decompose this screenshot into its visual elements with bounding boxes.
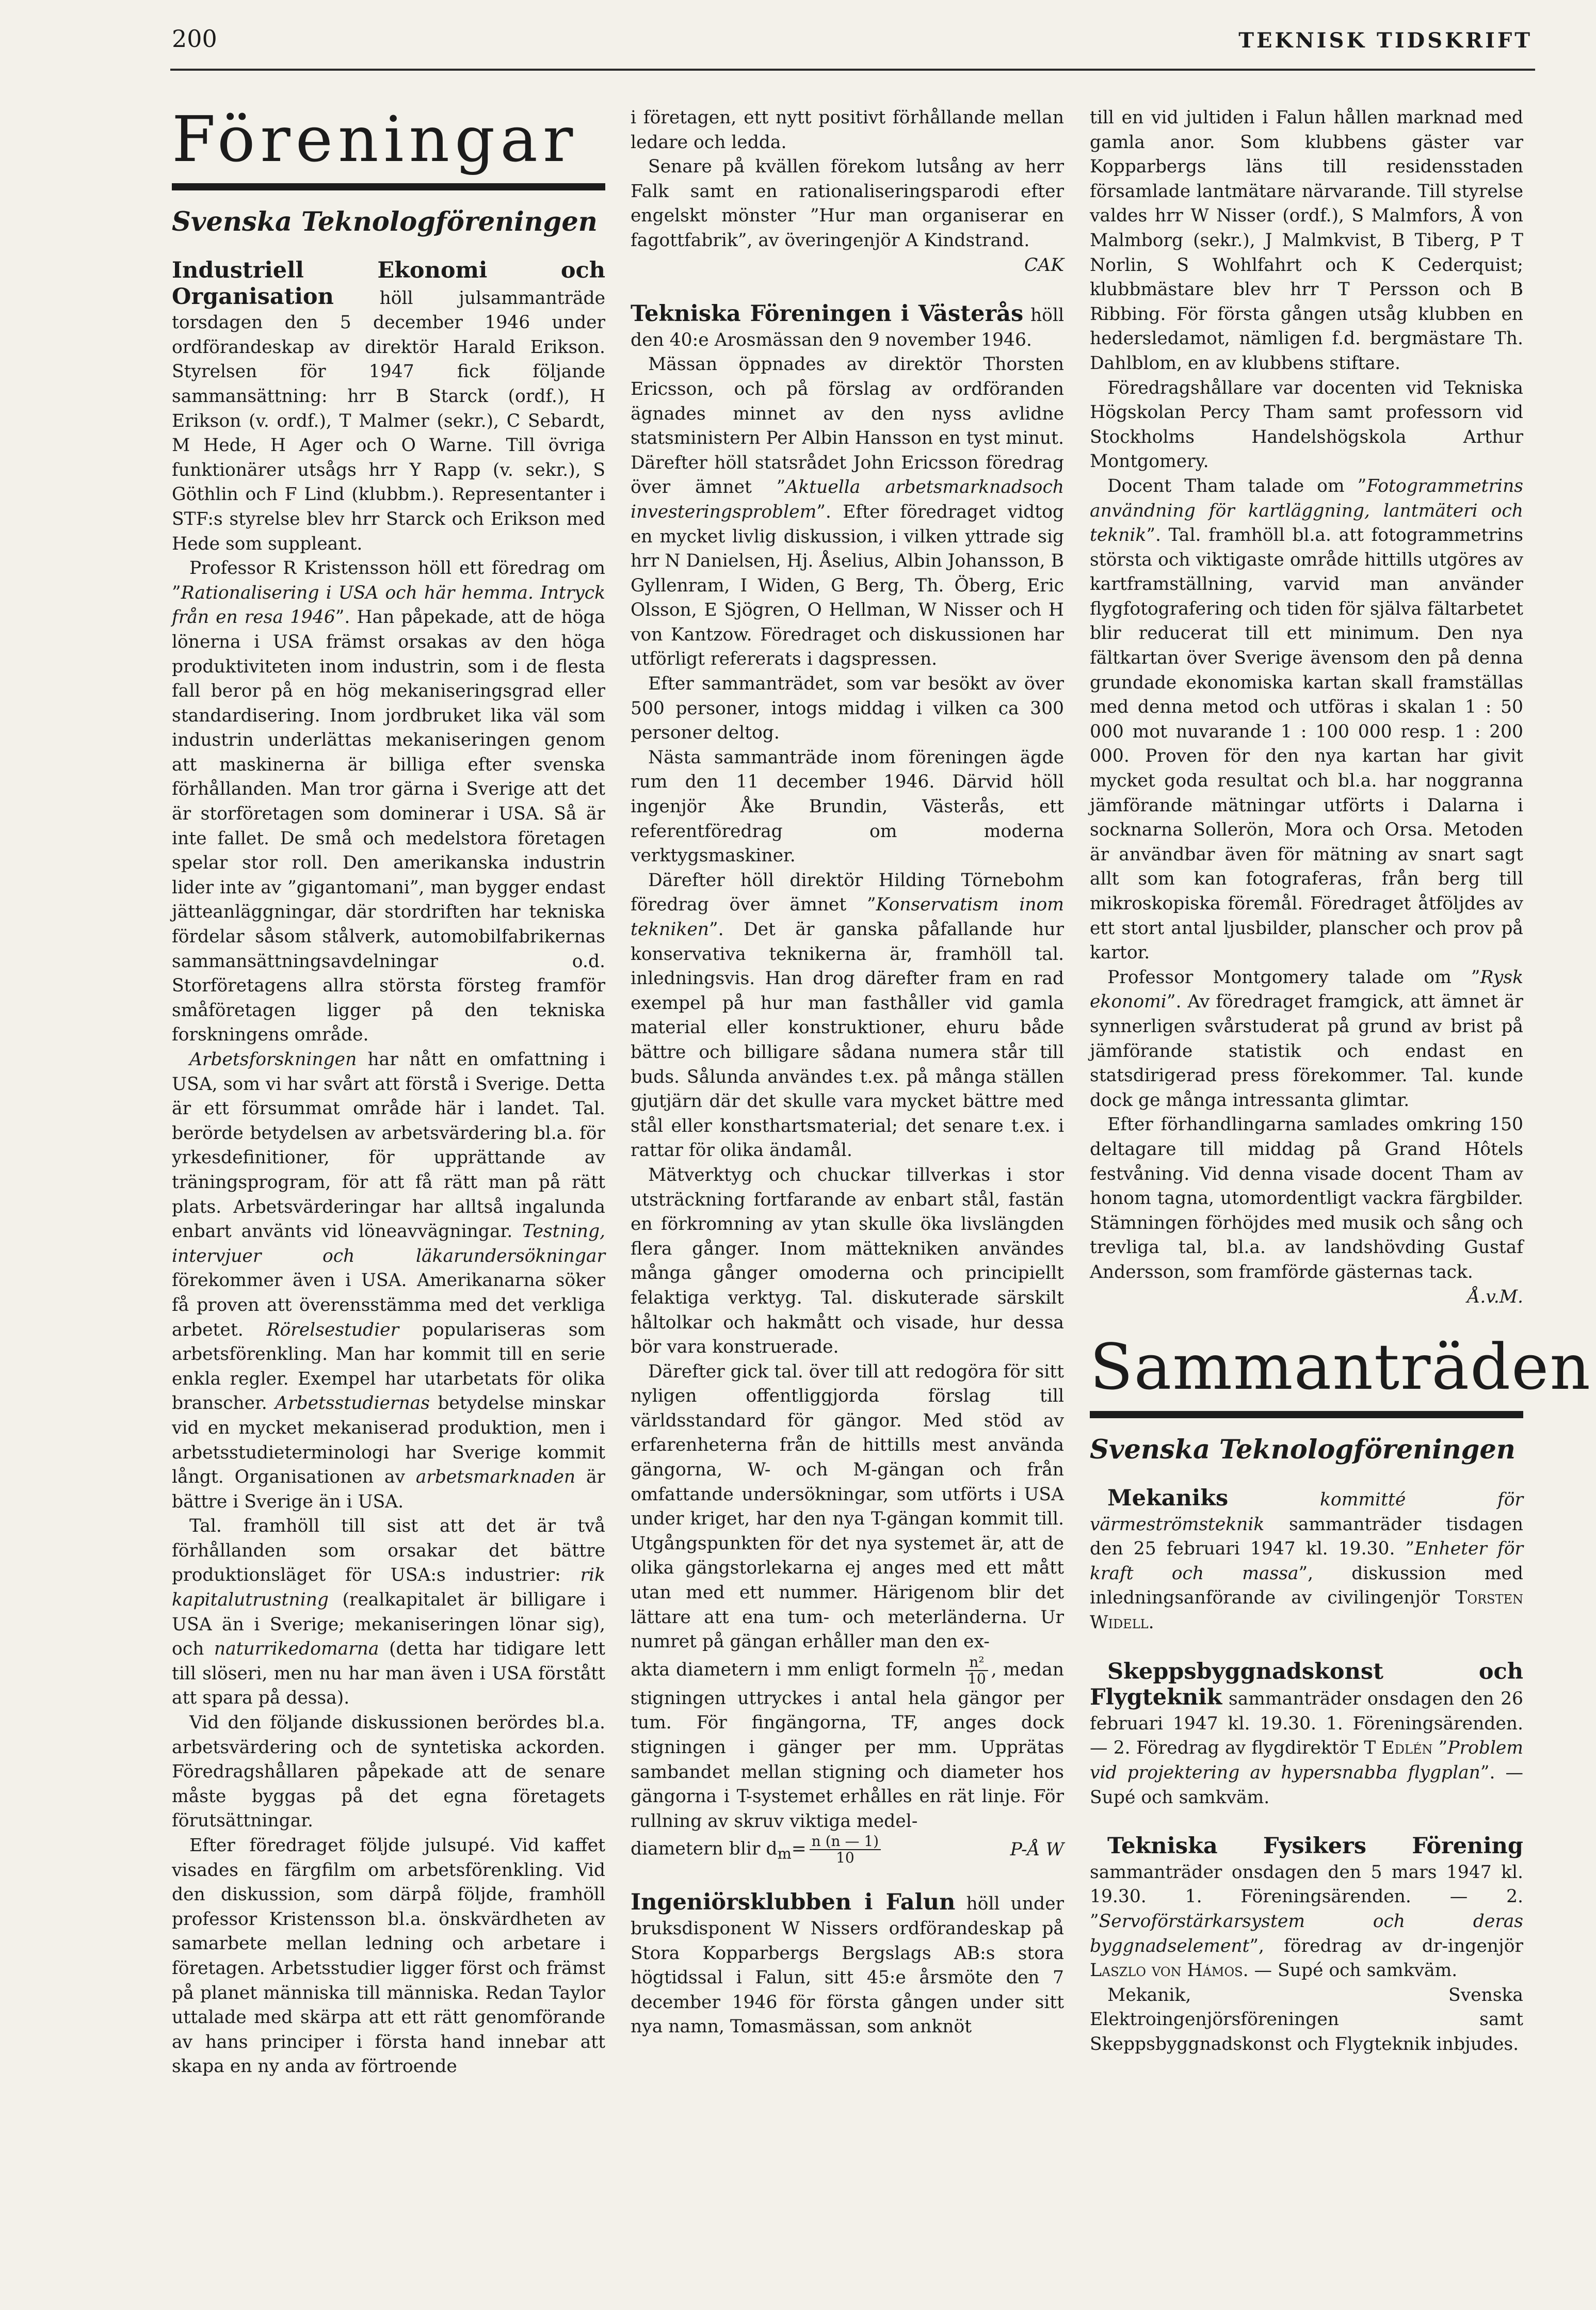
notice-skepps: Skeppsbyggnadskonst och Flygteknik sammanträder onsdagen den 26 februari 1947 kl. 19.30. 1. Föreningsärenden. — 2. Föredrag av flygdirektör T Edlén ”Problem vid projektering av hypersnabba flygplan”. — Supé och samkväm. [1090, 1658, 1523, 1808]
notice-mekaniks: Mekaniks kommitté för värmeströmsteknik sammanträder tisdagen den 25 februari 1947 kl. 19.30. ”Enheter för kraft och massa”, diskussion med inledningsanförande av civilingenjör Torsten Widell. [1090, 1485, 1524, 1633]
column-2 [631, 106, 1064, 2040]
paragraph: Mässan öppnades av direktör Thorsten Ericsson, och på förslag av ordföranden ägnades minnet av den nyss avlidne statsministern Per Albin Hansson en tyst minut. Därefter höll statsrådet John Ericsson föredrag över ämnet ”Aktuella arbetsmarknadsoch investeringsproblem”. Efter föredraget vidtog en mycket livlig diskussion, i vilken yttrade sig hrr N Danielsen, Hj. Åselius, Albin Johansson, B Gyllenram, I Widen, G Berg, Th. Öberg, Eric Olsson, E Sjögren, O Hellman, W Nisser och H von Kantzow. Föredraget och diskussionen har utförligt refererats i dagspressen. [631, 354, 1064, 670]
column-1 [172, 103, 606, 2079]
article-lead: Tekniska Föreningen i Västerås [631, 301, 1024, 327]
paragraph: Mätverktyg och chuckar tillverkas i stor utsträckning fortfarande av enbart stål, fastän en förkromning av ytan skulle öka livslängden flera gånger. Inom mättekniken användes många gånger omoderna och principiellt felaktiga verktyg. Tal. diskuterade särskilt håltolkar och hakmått och visade, hur dessa bör vara konstruerade. [631, 1164, 1064, 1358]
formula-fraction: $\frac{\text{n²}}{10}$ [965, 1655, 988, 1687]
section-title-foreningar: Föreningar [172, 103, 578, 176]
header-rule [170, 69, 1535, 71]
article-lead: Ingeniörsklubben i Falun [631, 1889, 956, 1916]
formula-paragraph: akta diametern i mm enligt formeln $\frac{\text{n²}}{10}$ , medan stigningen uttryckes i antal hela gängor per tum. För fingängorna, TF, anges dock stigningen i gänger per mm. Upprätas sambandet mellan stigning och diameter hos gängorna i T-systemet erhålles en rät linje. För rullning av skruv viktiga medel- [631, 1653, 1065, 1832]
page-number: 200 [172, 25, 217, 53]
signature: CAK [1024, 254, 1064, 276]
article-industriell-intro: Industriell Ekonomi och Organisation höll julsammanträde torsdagen den 5 december 1946 under ordförandeskap av direktör Harald Erikson. Styrelsen för 1947 fick följande sammansättning: hrr B Starck (ordf.), H Erikson (v. ordf.), T Malmer (sekr.), C Sebardt, M Hede, H Ager och O Warne. Till övriga funktionärer utsågs hrr Y Rapp (v. sekr.), S Göthlin och F Lind (klubbm.). Representanter i STF:s styrelse blev hrr Starck och Erikson med Hede som suppleant. [172, 258, 605, 554]
paragraph: Mekanik, Svenska Elektroingenjörsföreningen samt Skeppsbyggnadskonst och Flygteknik inbjudes. [1090, 1984, 1523, 2055]
section-subtitle: Svenska Teknologföreningen [172, 206, 598, 237]
notice-fysikers: Tekniska Fysikers Förening sammanträder onsdagen den 5 mars 1947 kl. 19.30. 1. Föreningsärenden. — 2. ”Servoförstärkarsystem och deras byggnadselement”, föredrag av dr-ingenjör Laszlo von Hámos. — Supé och samkväm. [1090, 1833, 1523, 1981]
signature: P-Å W [1010, 1839, 1064, 1860]
formula-fraction: $\frac{n (n — 1)}{10}$ [810, 1834, 881, 1866]
article-falun-intro: Ingeniörsklubben i Falun höll under bruksdisponent W Nissers ordförandeskap på Stora Kopparbergs Bergslags AB:s stora högtidssal i Falun, sitt 45:e årsmöte den 7 december 1946 för första gången under sitt nya namn, Tomasmässan, som anknöt [631, 1889, 1065, 2038]
paragraph: Senare på kvällen förekom lutsång av herr Falk samt en rationaliseringsparodi efter engelskt mönster ”Hur man organiserar en fagottfabrik”, av överingenjör A Kindstrand. [631, 156, 1064, 251]
article-lead: Industriell Ekonomi och Organisation [172, 258, 605, 310]
paragraph: till en vid jultiden i Falun hållen marknad med gamla anor. Som klubbens gäster var Kopparbergs läns till residensstaden församlade lantmätare närvarande. Till styrelse valdes hrr W Nisser (ordf.), S Malmfors, Å von Malmborg (sekr.), J Malmkvist, B Tiberg, P T Norlin, S Wohlfahrt och K Cederquist; klubbmästare blev hrr T Persson och B Ribbing. För första gången utsåg klubben en hedersledamot, nämligen f.d. bergmästare Th. Dahlblom, en av klubbens stiftare. [1090, 107, 1523, 374]
paragraph: Professor Montgomery talade om ”Rysk ekonomi”. Av föredraget framgick, att ämnet är synnerligen svårstuderat på grund av brist på jämförande statistik och endast en statsdirigerad press förekommer. Tal. kunde dock ge många intressanta glimtar. [1090, 967, 1523, 1111]
formula-line: diametern blir $d_m=$ $\frac{n (n — 1)}{10}$ P-Å W [631, 1833, 1064, 1867]
paragraph: Arbetsforskningen har nått en omfattning i USA, som vi har svårt att förstå i Sverige. Detta är ett försummat område här i landet. Tal. berörde betydelsen av arbetsvärdering bl.a. för yrkesdefinitioner, för upprättande av träningsprogram, för att få rätt man på rätt plats. Arbetsvärderingar har alltså ingalunda enbart använts vid löneavvägningar. Testning, intervjuer och läkarundersökningar förekommer även i USA. Amerikanarna söker få proven att överensstämma med det verkliga arbetet. Rörelsestudier populariseras som arbetsförenkling. Man har kommit till en serie enkla regler. Exempel har utarbetats för olika branscher. Arbetsstudiernas betydelse minskar vid en mycket mekaniserad produktion, men i arbetsstudieterminologi har Sverige kommit långt. Organisationen av arbetsmarknaden är bättre i Sverige än i USA. [172, 1049, 605, 1512]
section-subtitle: Svenska Teknologföreningen [1090, 1434, 1516, 1466]
paragraph: Efter förhandlingarna samlades omkring 150 deltagare till middag på Grand Hôtels festvåning. Vid denna visade docent Tham av honom tagna, utomordentligt vackra färgbilder. Stämningen förhöjdes med musik och sång och trevliga tal, bl.a. av landshövding Gustaf Andersson, som framförde gästernas tack. [1090, 1114, 1523, 1282]
article-vasteras-intro: Tekniska Föreningen i Västerås höll den 40:e Arosmässan den 9 november 1946. [631, 301, 1064, 350]
paragraph: Vid den följande diskussionen berördes bl.a. arbetsvärdering och de syntetiska ackorden. Föredragshållaren påpekade att de senare måste byggas på det egna företagets förutsättningar. [172, 1712, 605, 1832]
column-3 [1090, 106, 1591, 2057]
paragraph: Docent Tham talade om ”Fotogrammetrins användning för kartläggning, lantmäteri och teknik”. Tal. framhöll bl.a. att fotogrammetrins största och viktigaste område hittills utgöres av kartframställning, varvid man använder flygfotografering och tiden för själva fältarbetet blir reducerat till ett minimum. Den nya fältkartan över Sverige ävensom den på denna grundade ekonomiska kartan skall framställas med denna metod och utföras i skalan 1 : 50 000 mot nuvarande 1 : 100 000 resp. 1 : 200 000. Proven för den nya kartan har givit mycket goda resultat och bl.a. har noggranna jämförande mätningar utförts i Dalarna i socknarna Sollerön, Mora och Orsa. Metoden är användbar även för mätning av snart sagt allt som kan fotograferas, från berg till mikroskopiska föremål. Föredraget åtföljdes av ett stort antal ljusbilder, planscher och prov på kartor. [1090, 475, 1523, 964]
paragraph: Därefter höll direktör Hilding Törnebohm föredrag över ämnet ”Konservatism inom tekniken”. Det är ganska påfallande hur konservativa teknikerna är, framhöll tal. inledningsvis. Han drog därefter fram en rad exempel på hur man fasthåller vid gamla material eller konstruktioner, ehuru både bättre och billigare sådana numera står till buds. Sålunda användes t.ex. på många ställen gjutjärn där det skulle vara mycket bättre med stål eller konsthartsmaterial; det senare t.ex. i rattar för olika ändamål. [631, 870, 1064, 1161]
section-title-sammantraden: Sammanträden [1090, 1330, 1591, 1404]
title-rule [1090, 1411, 1523, 1418]
paragraph: Därefter gick tal. över till att redogöra för sitt nyligen offentliggjorda förslag till världsstandard för gängor. Med stöd av erfarenheterna från de hittills mest använda gängorna, W- och M-gängan och från omfattande undersökningar, som utförts i USA under kriget, har den nya T-gängan kommit till. Utgångspunkten för det nya systemet är, att de olika gängstorlekarna ej anges med ett mått utan med ett nummer. Härigenom blir det lättare att ena tum- och meterländerna. Ur numret på gängan erhåller man den ex- [631, 1361, 1064, 1653]
paragraph: Nästa sammanträde inom föreningen ägde rum den 11 december 1946. Därvid höll ingenjör Åke Brundin, Västerås, ett referentföredrag om moderna verktygsmaskiner. [631, 747, 1064, 867]
paragraph: Efter föredraget följde julsupé. Vid kaffet visades en färgfilm om arbetsförenkling. Vid den diskussion, som därpå följde, framhöll professor Kristensson bl.a. önskvärdheten av samarbete mellan ledning och arbetare i företagen. Arbetsstudier ligger först och främst på planet människa till människa. Redan Taylor uttalade med skärpa att ett rätt genomförande av hans principer i första hand innebar att skapa en ny anda av förtroende [172, 1835, 605, 2077]
paragraph: Tal. framhöll till sist att det är två förhållanden som orsakar det bättre produktionsläget för USA:s industrier: rik kapitalutrustning (realkapitalet är billigare i USA än i Sverige; mekaniseringen lönar sig), och naturrikedomarna (detta har tidigare lett till slöseri, men nu har man även i USA förstått att spara på dessa). [172, 1516, 606, 1709]
paragraph: i företagen, ett nytt positivt förhållande mellan ledare och ledda. [631, 107, 1064, 153]
paragraph: Professor R Kristensson höll ett föredrag om ”Rationalisering i USA och här hemma. Intryck från en resa 1946”. Han påpekade, att de höga lönerna i USA främst orsakas av den höga produktiviteten inom industrin, som i de flesta fall beror på en hög mekaniseringsgrad eller standardisering. Inom jordbruket lika väl som industrin underlättas mekaniseringen genom att maskinerna är billiga efter svenska förhållanden. Man tror gärna i Sverige att det är storföretagen som dominerar i USA. Så är inte fallet. De små och medelstora företagen spelar stor roll. Den amerikanska industrin lider inte av ”gigantomani”, man bygger endast jätteanläggningar, där stordriften har tekniska fördelar såsom stålverk, automobilfabrikernas sammansättningsavdelningar o.d. Storföretagens allra största försteg framför småföretagen ligger på den tekniska forskningens område. [172, 558, 605, 1046]
paragraph: Efter sammanträdet, som var besökt av över 500 personer, intogs middag i vilken ca 300 personer deltog. [631, 673, 1064, 744]
journal-title: TEKNISK TIDSKRIFT [1238, 28, 1533, 53]
title-rule [172, 183, 605, 190]
signature: Å.v.M. [1467, 1286, 1523, 1307]
paragraph: Föredragshållare var docenten vid Tekniska Högskolan Percy Tham samt professorn vid Stockholms Handelshögskola Arthur Montgomery. [1090, 377, 1523, 472]
